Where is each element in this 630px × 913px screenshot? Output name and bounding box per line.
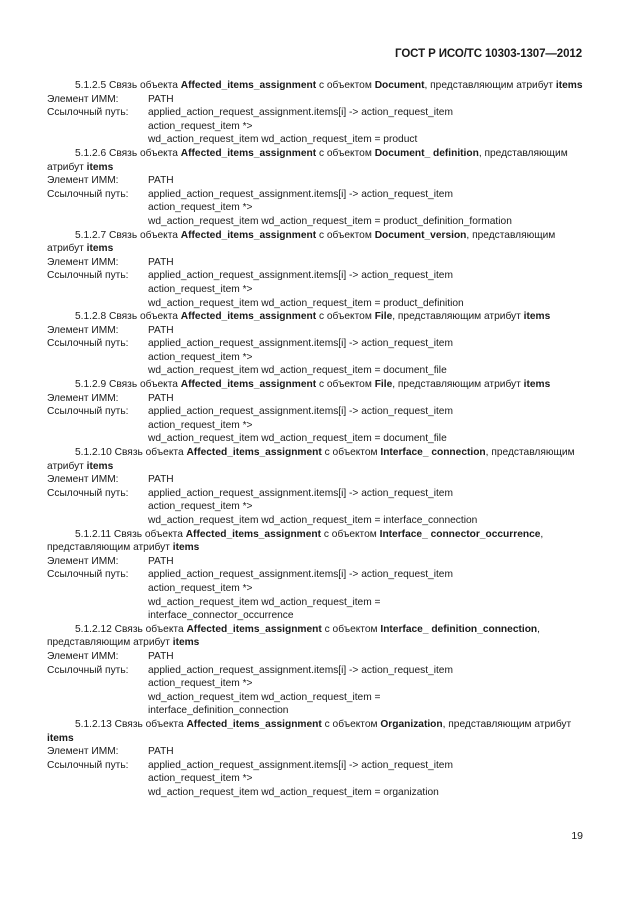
heading-text: , представляющим атрибут <box>47 623 541 649</box>
path-line: wd_action_request_item wd_action_request_item = <box>148 596 381 608</box>
reference-path-row <box>47 106 584 147</box>
entity-name: Interface_ connection <box>380 447 486 459</box>
clause-heading <box>47 378 584 392</box>
path-line: wd_action_request_item wd_action_request_item = interface_connection <box>148 515 478 526</box>
entity-name: Affected_items_assignment <box>180 147 317 159</box>
heading-text: , представляющим атрибут <box>47 229 556 255</box>
path-line: applied_action_request_assignment.items[i] -> action_request_item <box>148 759 453 771</box>
heading-text: , представляющим атрибут <box>47 528 544 554</box>
heading-text: с объектом <box>316 311 375 323</box>
entity-name: items <box>555 80 583 91</box>
document-body <box>47 79 584 799</box>
mim-element-value: PATH <box>148 324 174 336</box>
page-number: 19 <box>571 830 583 842</box>
path-line: action_request_item *> <box>148 283 253 295</box>
reference-path-label: Ссылочный путь: <box>47 188 129 200</box>
heading-text: 5.1.2.5 Связь объекта <box>75 80 181 91</box>
path-line: wd_action_request_item wd_action_request_item = <box>148 691 381 703</box>
mim-element-value: PATH <box>148 392 174 404</box>
path-line: wd_action_request_item wd_action_request_item = document_file <box>148 433 447 445</box>
mim-element-value: PATH <box>148 93 174 105</box>
heading-text: с объектом <box>321 718 381 730</box>
mim-element-value: PATH <box>148 746 174 758</box>
heading-text: 5.1.2.8 Связь объекта <box>75 311 181 323</box>
reference-path-row <box>47 664 584 718</box>
path-line: action_request_item *> <box>148 419 253 431</box>
mim-element-value: PATH <box>148 555 174 567</box>
entity-name: Document_ definition <box>374 147 479 159</box>
entity-name: Affected_items_assignment <box>180 379 317 391</box>
heading-text: , представляющим атрибут <box>392 311 524 323</box>
entity-name: Organization <box>380 718 443 730</box>
heading-text: 5.1.2.10 Связь объекта <box>75 447 187 459</box>
path-line: action_request_item *> <box>148 773 253 785</box>
reference-path-label: Ссылочный путь: <box>47 107 129 119</box>
path-line: interface_connector_occurrence <box>148 610 294 622</box>
entity-name: items <box>523 379 551 391</box>
reference-path-row <box>47 487 584 528</box>
reference-path-label: Ссылочный путь: <box>47 759 129 771</box>
heading-text: , представляющим атрибут <box>47 147 568 173</box>
heading-text: , представляющим атрибут <box>442 718 572 730</box>
path-line: wd_action_request_item wd_action_request_item = document_file <box>148 365 447 377</box>
clause-heading <box>47 623 584 650</box>
path-line: wd_action_request_item wd_action_request_item = organization <box>148 786 439 798</box>
document-header: ГОСТ Р ИСО/ТС 10303-1307—2012 <box>395 48 582 60</box>
reference-path-value <box>148 188 584 229</box>
path-line: action_request_item *> <box>148 351 253 363</box>
mim-element-row <box>47 174 584 188</box>
clause-heading <box>47 147 584 174</box>
mim-element-row <box>47 473 584 487</box>
entity-name: items <box>172 637 200 649</box>
heading-text: с объектом <box>316 147 375 159</box>
heading-text: с объектом <box>316 229 375 241</box>
entity-name: items <box>86 460 114 472</box>
reference-path-value <box>148 487 584 528</box>
path-line: wd_action_request_item wd_action_request_item = product <box>148 134 418 146</box>
clause-section <box>47 446 584 528</box>
reference-path-value <box>148 337 584 378</box>
entity-name: items <box>172 542 200 554</box>
clause-section <box>47 310 584 378</box>
path-line: action_request_item *> <box>148 202 253 214</box>
mim-element-value: PATH <box>148 474 174 486</box>
mim-element-row <box>47 555 584 569</box>
mim-element-row <box>47 324 584 338</box>
path-line: applied_action_request_assignment.items[i] -> action_request_item <box>148 487 453 499</box>
entity-name: items <box>86 161 114 173</box>
heading-text: 5.1.2.13 Связь объекта <box>75 718 187 730</box>
heading-text: с объектом <box>316 80 375 91</box>
reference-path-row <box>47 337 584 378</box>
path-line: applied_action_request_assignment.items[i] -> action_request_item <box>148 569 453 581</box>
heading-text: , представляющим атрибут <box>392 379 524 391</box>
mim-element-label: Элемент ИММ: <box>47 555 119 567</box>
reference-path-label: Ссылочный путь: <box>47 338 129 350</box>
mim-element-label: Элемент ИММ: <box>47 175 119 187</box>
entity-name: File <box>374 379 393 391</box>
path-line: applied_action_request_assignment.items[i] -> action_request_item <box>148 107 453 119</box>
entity-name: items <box>47 732 74 744</box>
reference-path-row <box>47 188 584 229</box>
reference-path-row <box>47 269 584 310</box>
reference-path-label: Ссылочный путь: <box>47 569 129 581</box>
mim-element-label: Элемент ИММ: <box>47 93 119 105</box>
mim-element-label: Элемент ИММ: <box>47 324 119 336</box>
clause-heading <box>47 310 584 324</box>
heading-text: 5.1.2.7 Связь объекта <box>75 229 181 241</box>
heading-text: 5.1.2.12 Связь объекта <box>75 623 187 635</box>
entity-name: items <box>86 243 114 255</box>
reference-path-value <box>148 664 584 718</box>
clause-heading <box>47 528 584 555</box>
path-line: applied_action_request_assignment.items[i] -> action_request_item <box>148 188 453 200</box>
path-line: applied_action_request_assignment.items[i] -> action_request_item <box>148 406 453 418</box>
entity-name: Interface_ connector_occurrence <box>379 528 541 540</box>
entity-name: Affected_items_assignment <box>180 229 317 241</box>
heading-text: 5.1.2.9 Связь объекта <box>75 379 181 391</box>
clause-section <box>47 378 584 446</box>
reference-path-value <box>148 568 584 622</box>
entity-name: Affected_items_assignment <box>180 311 317 323</box>
path-line: applied_action_request_assignment.items[i] -> action_request_item <box>148 270 453 282</box>
entity-name: Affected_items_assignment <box>185 528 322 540</box>
reference-path-value <box>148 106 584 147</box>
mim-element-label: Элемент ИММ: <box>47 256 119 268</box>
mim-element-row <box>47 392 584 406</box>
clause-section <box>47 528 584 623</box>
reference-path-value <box>148 405 584 446</box>
mim-element-row <box>47 256 584 270</box>
mim-element-label: Элемент ИММ: <box>47 746 119 758</box>
entity-name: Affected_items_assignment <box>186 447 322 459</box>
clause-section <box>47 147 584 229</box>
heading-text: с объектом <box>321 447 381 459</box>
path-line: action_request_item *> <box>148 120 253 132</box>
path-line: action_request_item *> <box>148 501 253 513</box>
reference-path-value <box>148 269 584 310</box>
mim-element-label: Элемент ИММ: <box>47 650 119 662</box>
heading-text: 5.1.2.11 Связь объекта <box>75 528 186 540</box>
reference-path-value <box>148 759 584 800</box>
clause-heading <box>47 79 584 93</box>
entity-name: Affected_items_assignment <box>186 623 322 635</box>
path-line: action_request_item *> <box>148 582 253 594</box>
heading-text: 5.1.2.6 Связь объекта <box>75 147 181 159</box>
mim-element-label: Элемент ИММ: <box>47 392 119 404</box>
mim-element-row <box>47 93 584 107</box>
reference-path-label: Ссылочный путь: <box>47 406 129 418</box>
clause-section <box>47 79 584 147</box>
heading-text: с объектом <box>321 528 380 540</box>
path-line: applied_action_request_assignment.items[i] -> action_request_item <box>148 338 453 350</box>
entity-name: Document_version <box>374 229 467 241</box>
reference-path-row <box>47 568 584 622</box>
mim-element-value: PATH <box>148 256 174 268</box>
entity-name: Affected_items_assignment <box>180 80 317 91</box>
reference-path-label: Ссылочный путь: <box>47 270 129 282</box>
clause-section <box>47 718 584 800</box>
path-line: interface_definition_connection <box>148 705 289 717</box>
heading-text: с объектом <box>316 379 375 391</box>
path-line: wd_action_request_item wd_action_request_item = product_definition <box>148 297 464 309</box>
clause-section <box>47 229 584 311</box>
entity-name: File <box>374 311 393 323</box>
path-line: action_request_item *> <box>148 678 253 690</box>
entity-name: Interface_ definition_connection <box>380 623 538 635</box>
reference-path-row <box>47 405 584 446</box>
entity-name: items <box>523 311 551 323</box>
clause-section <box>47 623 584 718</box>
mim-element-label: Элемент ИММ: <box>47 474 119 486</box>
mim-element-row <box>47 745 584 759</box>
heading-text: , представляющим атрибут <box>424 80 556 91</box>
mim-element-value: PATH <box>148 650 174 662</box>
mim-element-row <box>47 650 584 664</box>
reference-path-label: Ссылочный путь: <box>47 664 129 676</box>
heading-text: с объектом <box>321 623 381 635</box>
reference-path-label: Ссылочный путь: <box>47 487 129 499</box>
path-line: applied_action_request_assignment.items[i] -> action_request_item <box>148 664 453 676</box>
heading-text: , представляющим атрибут <box>47 447 575 472</box>
clause-heading <box>47 446 584 473</box>
clause-heading <box>47 718 584 745</box>
clause-heading <box>47 229 584 256</box>
reference-path-row <box>47 759 584 800</box>
entity-name: Document <box>374 80 425 91</box>
mim-element-value: PATH <box>148 175 174 187</box>
path-line: wd_action_request_item wd_action_request_item = product_definition_formation <box>148 215 512 227</box>
entity-name: Affected_items_assignment <box>186 718 322 730</box>
